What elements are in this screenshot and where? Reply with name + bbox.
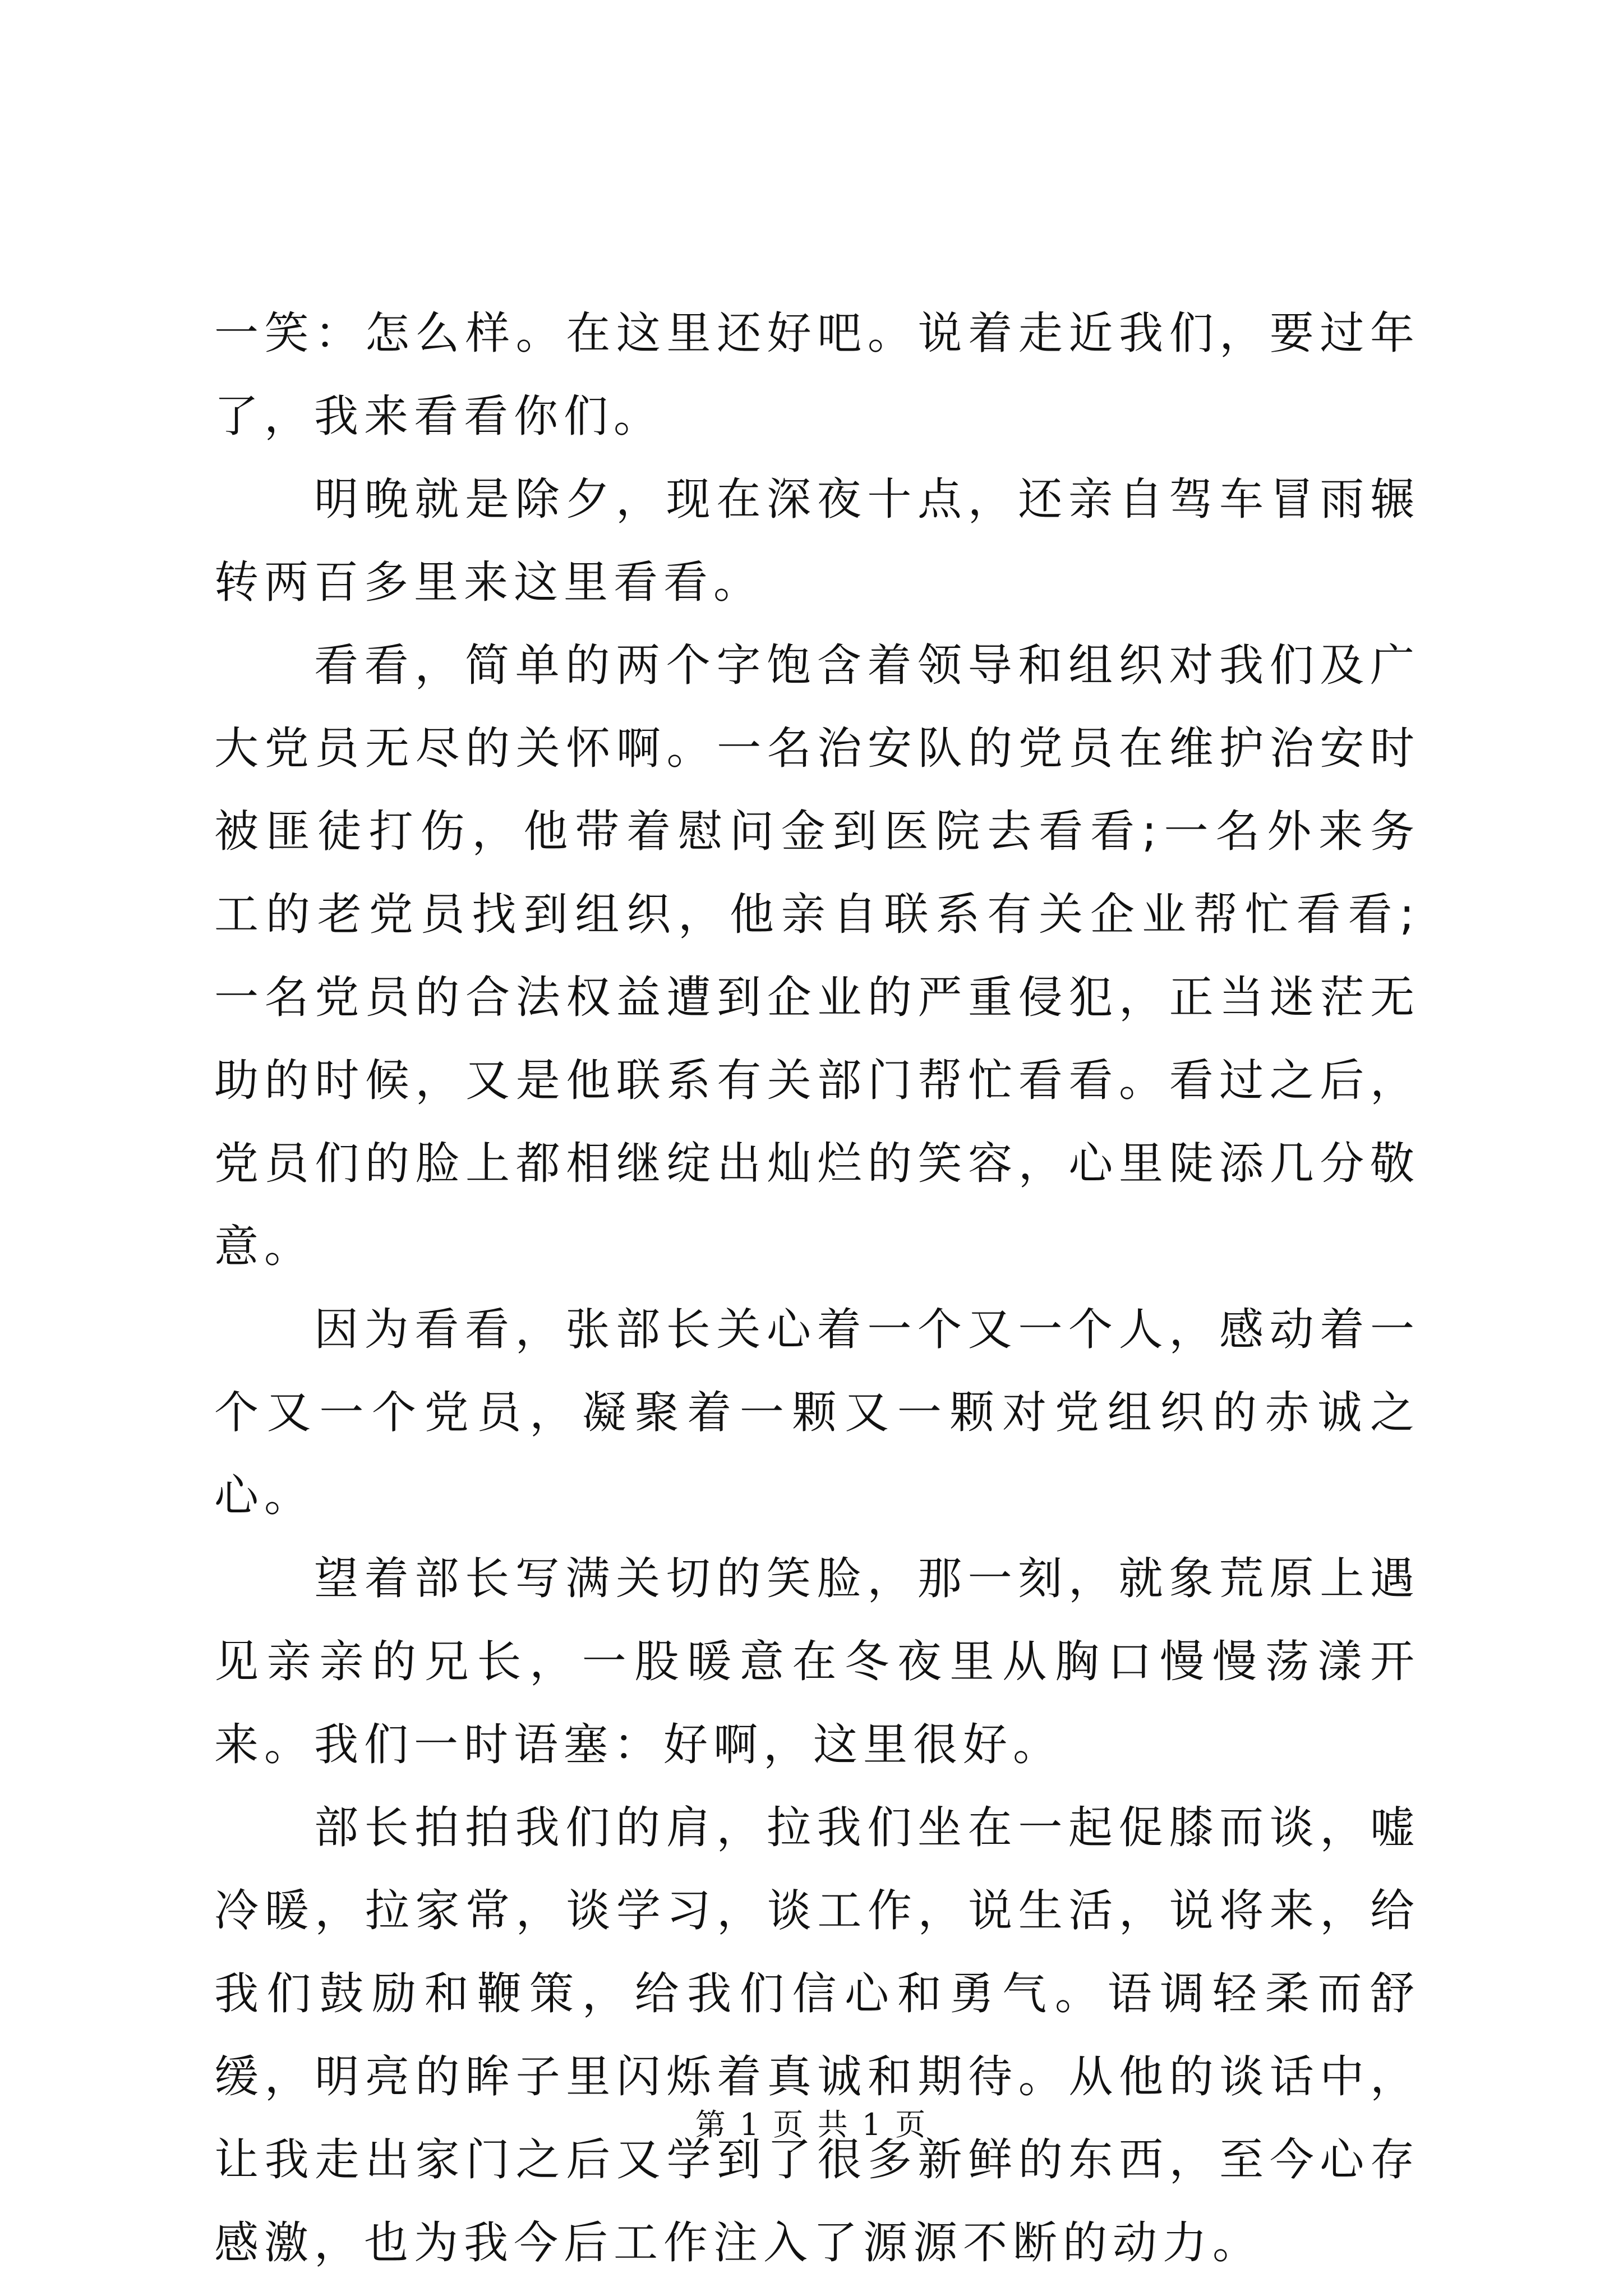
paragraph: 因为看看，张部长关心着一个又一个人，感动着一个又一个党员，凝聚着一颗又一颗对党组织的赤诚之心。 — [214, 1304, 1420, 1521]
paragraph: 望着部长写满关切的笑脸，那一刻，就象荒原上遇见亲亲的兄长，一股暖意在冬夜里从胸口慢慢荡漾开来。我们一时语塞：好啊，这里很好。 — [214, 1553, 1420, 1770]
paragraph: 看看，简单的两个字饱含着领导和组织对我们及广大党员无尽的关怀啊。一名治安队的党员在维护治安时被匪徒打伤，他带着慰问金到医院去看看;一名外来务工的老党员找到组织，他亲自联系有关企业帮忙看看;一名党员的合法权益遭到企业的严重侵犯，正当迷茫无助的时候，又是他联系有关部门帮忙看看。看过之后，党员们的脸上都相继绽出灿烂的笑容，心里陡添几分敬意。 — [214, 639, 1420, 1272]
paragraph: 部长拍拍我们的肩，拉我们坐在一起促膝而谈，嘘冷暖，拉家常，谈学习，谈工作，说生活，说将来，给我们鼓励和鞭策，给我们信心和勇气。语调轻柔而舒缓，明亮的眸子里闪烁着真诚和期待。从他的谈话中，让我走出家门之后又学到了很多新鲜的东西，至今心存感激，也为我今后工作注入了源源不断的动力。 — [214, 1802, 1420, 2269]
document-body — [214, 292, 1420, 2284]
page-footer: 第 1 页 共 1 页 — [695, 2107, 928, 2142]
paragraph: 明晚就是除夕，现在深夜十点，还亲自驾车冒雨辗转两百多里来这里看看。 — [214, 473, 1420, 608]
paragraph-continuation: 一笑：怎么样。在这里还好吧。说着走近我们，要过年了，我来看看你们。 — [214, 307, 1420, 442]
